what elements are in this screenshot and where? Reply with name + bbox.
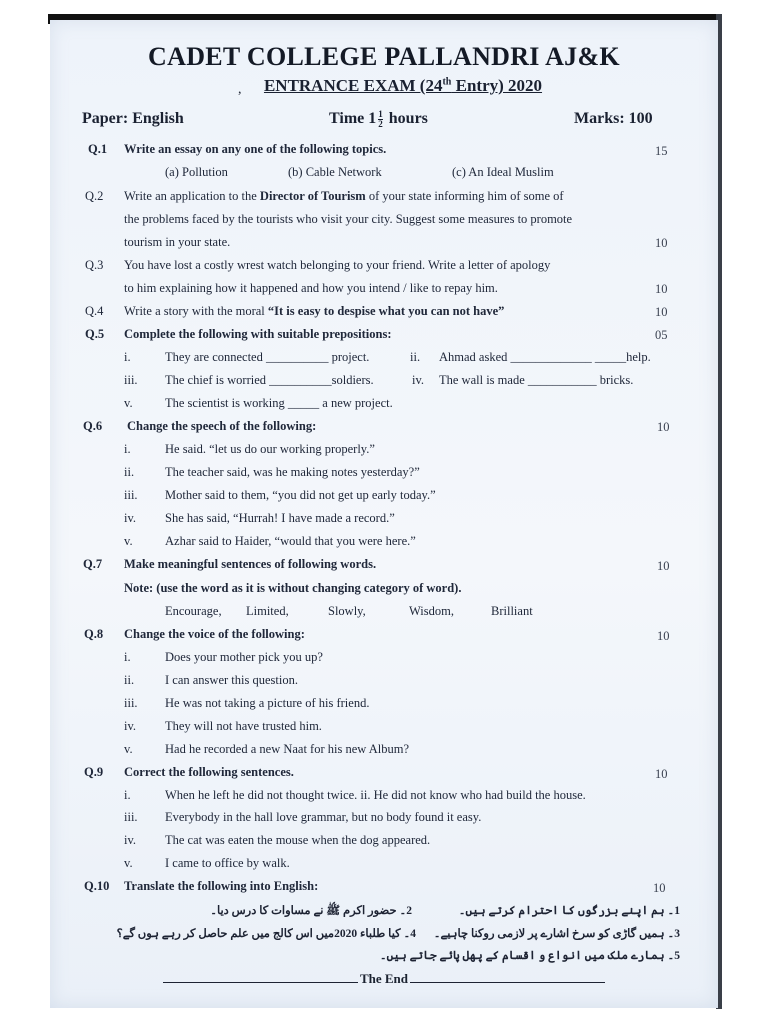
q6-item-text: The teacher said, was he making notes yesterday?” (165, 465, 420, 479)
q1-option-c: (c) An Ideal Muslim (452, 165, 554, 179)
q9-item-num: v. (124, 856, 133, 870)
q6-text: Change the speech of the following: (127, 419, 317, 433)
q6-item-text: She has said, “Hurrah! I have made a record.” (165, 511, 395, 525)
q5-item-text: The wall is made ___________ bricks. (439, 373, 634, 387)
end-text: The End (359, 971, 409, 986)
q4-text: Write a story with the moral “It is easy to despise what you can not have” (124, 304, 505, 318)
q2-line2: the problems faced by the tourists who visit your city. Suggest some measures to promote (124, 212, 573, 226)
q9-item-text: I came to office by walk. (165, 856, 290, 870)
q5-item-num: v. (124, 396, 133, 410)
q1-option-b: (b) Cable Network (288, 165, 382, 179)
time-label: Time 1 $\frac{1}{2}$ hours (329, 109, 428, 129)
q6-item-num: iii. (124, 488, 138, 502)
q5-text: Complete the following with suitable prepositions: (124, 327, 392, 341)
q6-marks: 10 (657, 420, 670, 434)
q7-word: Slowly, (328, 604, 366, 618)
q6-item-num: i. (124, 442, 131, 456)
urdu-sentence-2: 2۔ حضور اکرم ﷺ نے مساوات کا درس دیا۔ (210, 905, 412, 917)
q8-item-num: i. (124, 650, 131, 664)
q9-item-num: i. (124, 788, 131, 802)
q5-item-num: iii. (124, 373, 138, 387)
q8-item-text: They will not have trusted him. (165, 719, 322, 733)
q8-item-num: iii. (124, 696, 138, 710)
q2-line3: tourism in your state. (124, 235, 231, 249)
q5-item-num: i. (124, 350, 131, 364)
q8-item-text: Had he recorded a new Naat for his new Album? (165, 742, 410, 756)
q8-item-num: iv. (124, 719, 137, 733)
q5-item-text: Ahmad asked _____________ _____help. (439, 350, 651, 364)
q7-word: Wisdom, (409, 604, 454, 618)
q8-item-num: ii. (124, 673, 135, 687)
q6-item-text: Mother said to them, “you did not get up early today.” (165, 488, 436, 502)
q1-text: Write an essay on any one of the following topics. (124, 142, 387, 156)
q2-marks: 10 (655, 236, 668, 250)
q5-marks: 05 (655, 328, 668, 342)
q1-number: Q.1 (88, 142, 108, 156)
q10-number: Q.10 (84, 879, 110, 893)
q10-text: Translate the following into English: (124, 879, 319, 893)
exam-subtitle: ENTRANCE EXAM (24th Entry) 2020 (263, 76, 543, 95)
q2-line1: Write an application to the Director of Tourism of your state informing him of some of (124, 189, 564, 203)
q7-marks: 10 (657, 559, 670, 573)
q3-number: Q.3 (85, 258, 104, 272)
q7-word: Encourage, (165, 604, 222, 618)
q7-word: Limited, (246, 604, 289, 618)
q4-marks: 10 (655, 305, 668, 319)
q1-option-a: (a) Pollution (165, 165, 228, 179)
q9-item-num: iii. (124, 810, 138, 824)
q3-line2: to him explaining how it happened and how you intend / like to repay him. (124, 281, 498, 295)
q8-number: Q.8 (84, 627, 104, 641)
q6-item-num: ii. (124, 465, 135, 479)
q7-note: Note: (use the word as it is without changing category of word). (124, 581, 462, 595)
q8-item-num: v. (124, 742, 133, 756)
q3-marks: 10 (655, 282, 668, 296)
q5-item-text: The scientist is working _____ a new project. (165, 396, 393, 410)
q8-item-text: He was not taking a picture of his friend. (165, 696, 370, 710)
q5-item-num: ii. (410, 350, 421, 364)
q4-number: Q.4 (85, 304, 104, 318)
urdu-sentence-1: 1۔ ہم اپنے بزرگوں کا احترام کرتے ہیں۔ (458, 905, 680, 917)
q5-item-text: The chief is worried __________soldiers. (165, 373, 374, 387)
urdu-sentence-4: 4۔ کیا طلباء 2020میں اس کالج میں علم حاصل کر رہے ہوں گے؟ (116, 928, 416, 940)
q5-item-num: iv. (412, 373, 425, 387)
q2-number: Q.2 (85, 189, 104, 203)
end-marker (0, 971, 768, 987)
q9-item-text: When he left he did not thought twice. ii. He did not know who had build the house. (165, 788, 586, 802)
q7-number: Q.7 (83, 557, 103, 571)
q8-marks: 10 (657, 629, 670, 643)
college-title: CADET COLLEGE PALLANDRI AJ&K (148, 42, 620, 71)
ink-dot: , (238, 82, 242, 97)
q10-marks: 10 (653, 881, 666, 895)
q9-item-text: The cat was eaten the mouse when the dog appeared. (165, 833, 431, 847)
paper-label: Paper: English (82, 110, 184, 127)
q8-item-text: I can answer this question. (165, 673, 298, 687)
q9-item-text: Everybody in the hall love grammar, but no body found it easy. (165, 810, 482, 824)
q6-item-text: Azhar said to Haider, “would that you were here.” (165, 534, 416, 548)
q6-item-text: He said. “let us do our working properly.” (165, 442, 375, 456)
q6-number: Q.6 (83, 419, 103, 433)
q5-number: Q.5 (85, 327, 105, 341)
q3-line1: You have lost a costly wrest watch belonging to your friend. Write a letter of apology (124, 258, 551, 272)
q8-text: Change the voice of the following: (124, 627, 305, 641)
q6-item-num: iv. (124, 511, 137, 525)
q9-number: Q.9 (84, 765, 104, 779)
marks-label: Marks: 100 (574, 110, 653, 127)
q1-marks: 15 (655, 144, 668, 158)
q9-item-num: iv. (124, 833, 137, 847)
q7-text: Make meaningful sentences of following words. (124, 557, 377, 571)
q9-text: Correct the following sentences. (124, 765, 294, 779)
urdu-sentence-3: 3۔ ہمیں گاڑی کو سرخ اشارے پر لازمی روکنا چاہیے۔ (433, 928, 680, 940)
q7-word: Brilliant (491, 604, 533, 618)
urdu-sentence-5: 5۔ ہمارے ملک میں انواع و اقسام کے پھل پائے جاتے ہیں۔ (379, 950, 680, 962)
q9-marks: 10 (655, 767, 668, 781)
q8-item-text: Does your mother pick you up? (165, 650, 323, 664)
q5-item-text: They are connected __________ project. (165, 350, 370, 364)
q6-item-num: v. (124, 534, 133, 548)
